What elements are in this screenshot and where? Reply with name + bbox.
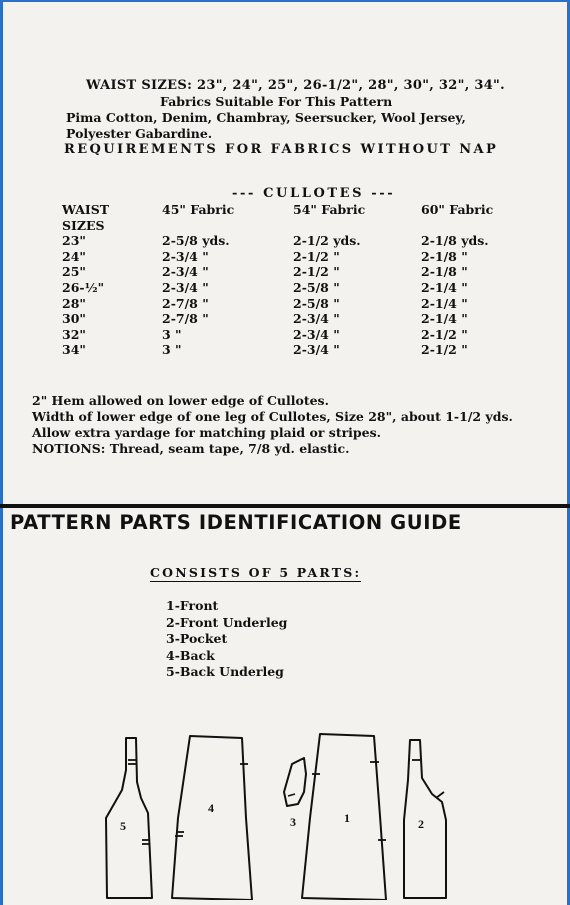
table-subheader-row: [62, 218, 531, 234]
table-header-row: [62, 202, 531, 218]
pattern-piece-5: [106, 738, 152, 898]
table-cell: 24": [62, 248, 86, 264]
waist-sizes-line: WAIST SIZES: 23", 24", 25", 26-1/2", 28", 30", 32", 34".: [86, 78, 505, 93]
parts-list: [166, 598, 287, 681]
note-hem: 2" Hem allowed on lower edge of Cullotes.: [32, 393, 329, 408]
piece-label-3: 3: [290, 815, 296, 829]
table-cell: 25": [62, 264, 86, 280]
yardage-table: [62, 202, 531, 358]
table-row: [62, 264, 531, 280]
table-cell: 2-1/4 ": [421, 295, 468, 311]
table-cell: 2-1/8 ": [421, 264, 468, 280]
requirements-heading: REQUIREMENTS FOR FABRICS WITHOUT NAP: [64, 142, 499, 157]
table-body: [62, 233, 531, 358]
pattern-piece-2: [404, 740, 446, 898]
table-row: [62, 249, 531, 265]
table-header: 45" Fabric: [162, 202, 235, 217]
table-cell: 2-1/8 yds.: [421, 233, 489, 249]
table-header: WAIST: [62, 202, 110, 217]
consists-heading: CONSISTS OF 5 PARTS:: [150, 565, 362, 580]
table-row: [62, 296, 531, 312]
piece-label-1: 1: [344, 811, 350, 825]
pattern-piece-4: [172, 736, 252, 900]
piece-2-notches: [412, 760, 444, 798]
table-header: 60" Fabric: [421, 202, 494, 217]
table-row: [62, 280, 531, 296]
table-cell: 2-7/8 ": [162, 295, 209, 311]
note-notions: NOTIONS: Thread, seam tape, 7/8 yd. elastic.: [32, 441, 350, 456]
table-cell: 2-7/8 ": [162, 311, 209, 327]
table-cell: 26-½": [62, 279, 105, 295]
note-width: Width of lower edge of one leg of Cullotes, Size 28", about 1-1/2 yds.: [32, 409, 513, 424]
piece-5-notches: [128, 760, 150, 844]
pattern-piece-3: [284, 758, 306, 806]
note-plaid: Allow extra yardage for matching plaid or stripes.: [32, 425, 382, 440]
table-subheader: SIZES: [62, 217, 105, 233]
table-row: [62, 233, 531, 249]
table-cell: 2-1/2 ": [293, 264, 340, 280]
table-cell: 2-1/2 ": [293, 248, 340, 264]
piece-label-5: 5: [120, 819, 126, 833]
table-cell: 3 ": [162, 326, 182, 342]
table-row: [62, 342, 531, 358]
table-cell: 28": [62, 295, 86, 311]
section-divider: [0, 504, 570, 508]
table-row: [62, 311, 531, 327]
fabrics-title: Fabrics Suitable For This Pattern: [160, 94, 393, 109]
table-header: 54" Fabric: [293, 202, 366, 217]
table-cell: 3 ": [162, 342, 182, 358]
scan-edge-top: [0, 0, 570, 2]
table-cell: 2-5/8 yds.: [162, 233, 230, 249]
table-cell: 2-1/8 ": [421, 248, 468, 264]
table-cell: 2-1/2 ": [421, 326, 468, 342]
table-cell: 2-1/2 yds.: [293, 233, 361, 249]
notes-block: [32, 393, 552, 457]
table-cell: 2-3/4 ": [162, 279, 209, 295]
table-cell: 2-5/8 ": [293, 295, 340, 311]
table-cell: 32": [62, 326, 86, 342]
table-cell: 23": [62, 233, 86, 249]
piece-1-notches: [312, 762, 386, 840]
table-cell: 30": [62, 311, 86, 327]
piece-4-notches: [175, 764, 248, 836]
table-cell: 2-5/8 ": [293, 279, 340, 295]
table-cell: 2-3/4 ": [293, 342, 340, 358]
fabrics-list: Pima Cotton, Denim, Chambray, Seersucker, Wool Jersey, Polyester Gabardine.: [66, 110, 466, 141]
guide-title: PATTERN PARTS IDENTIFICATION GUIDE: [10, 511, 462, 534]
table-cell: 2-1/2 ": [421, 342, 468, 358]
garment-title: --- CULLOTES ---: [232, 186, 396, 201]
piece-label-4: 4: [208, 801, 214, 815]
pattern-pieces-diagram: [0, 720, 570, 900]
list-item: 2-Front Underleg: [166, 614, 288, 630]
list-item: 5-Back Underleg: [166, 664, 284, 679]
table-cell: 2-1/4 ": [421, 279, 468, 295]
list-item: 3-Pocket: [166, 631, 228, 646]
table-cell: 2-3/4 ": [293, 311, 340, 327]
table-cell: 34": [62, 342, 86, 358]
table-cell: 2-3/4 ": [162, 264, 209, 280]
table-cell: 2-3/4 ": [293, 326, 340, 342]
table-row: [62, 327, 531, 343]
list-item: 1-Front: [166, 598, 219, 613]
table-cell: 2-1/4 ": [421, 311, 468, 327]
list-item: 4-Back: [166, 647, 215, 663]
table-cell: 2-3/4 ": [162, 248, 209, 264]
piece-label-2: 2: [418, 817, 424, 831]
